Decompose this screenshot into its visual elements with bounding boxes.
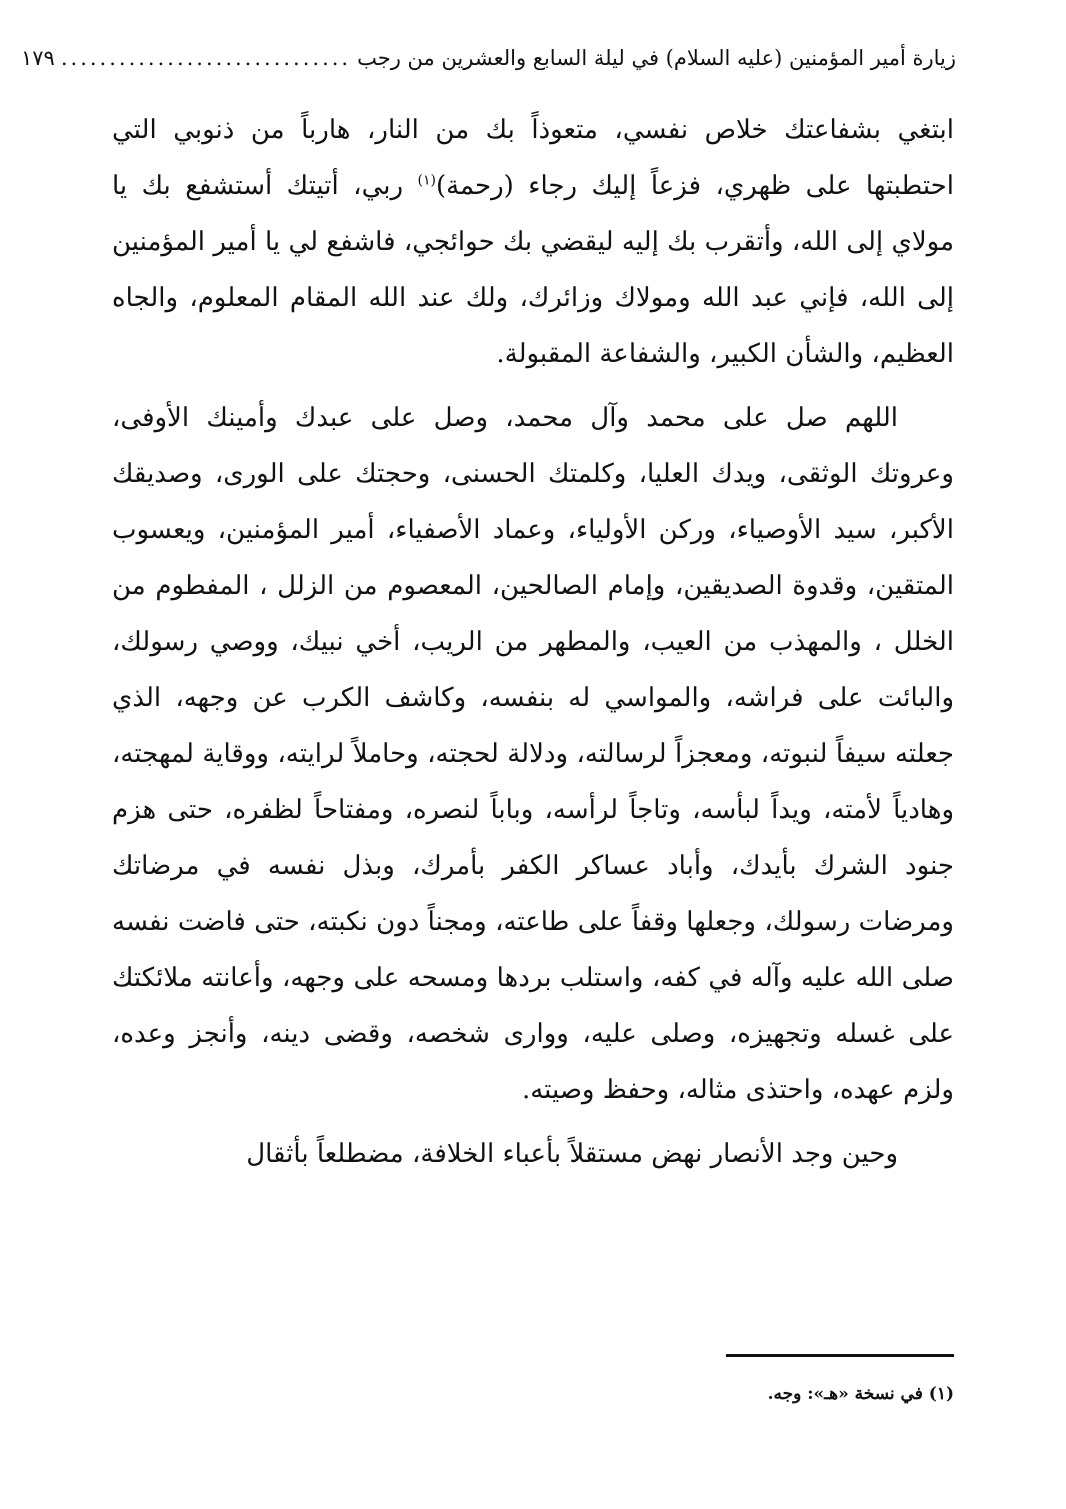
paragraph-1 [112,102,954,382]
footnote-marker[interactable]: (١) [417,172,436,189]
paragraph-2: اللهم صل على محمد وآل محمد، وصل على عبدك وأمينك الأوفى، وعروتك الوثقى، ويدك العليا، وكلمتك الحسنى، وحجتك على الورى، وصديقك الأكبر، سيد الأوصياء، وركن الأولياء، وعماد الأصفياء، أمير المؤمنين، ويعسوب المتقين، وقدوة الصديقين، وإمام الصالحين، المعصوم من الزلل ، المفطوم من الخلل ، والمهذب من العيب، والمطهر من الريب، أخي نبيك، ووصي رسولك، والبائت على فراشه، والمواسي له بنفسه، وكاشف الكرب عن وجهه، الذي جعلته سيفاً لنبوته، ومعجزاً لرسالته، ودلالة لحجته، وحاملاً لرايته، ووقاية لمهجته، وهادياً لأمته، ويداً لبأسه، وتاجاً لرأسه، وباباً لنصره، ومفتاحاً لظفره، حتى هزم جنود الشرك بأيدك، وأباد عساكر الكفر بأمرك، وبذل نفسه في مرضاتك ومرضات رسولك، وجعلها وقفاً على طاعته، ومجناً دون نكبته، حتى فاضت نفسه صلى الله عليه وآله في كفه، واستلب بردها ومسحه على وجهه، وأعانته ملائكتك على غسله وتجهيزه، وصلى عليه، ووارى شخصه، وقضى دينه، وأنجز وعده، ولزم عهده، واحتذى مثاله، وحفظ وصيته. [112,403,954,1105]
header-title: زيارة أمير المؤمنين (عليه السلام) في ليلة السابع والعشرين من رجب [357,46,956,70]
paragraph-3: وحين وجد الأنصار نهض مستقلاً بأعباء الخلافة، مضطلعاً بأثقال [246,1139,898,1169]
running-header [21,40,956,76]
page-number: ١٧٩ [21,46,55,70]
paragraph-1-text: ابتغي بشفاعتك خلاص نفسي، متعوذاً بك من النار، هارباً من ذنوبي التي احتطبتها على ظهري، فزعاً إليك رجاء (رحمة) [112,115,954,201]
paragraph-1-text-continued: ربي، أتيتك أستشفع بك يا مولاي إلى الله، وأتقرب بك إليه ليقضي بك حوائجي، فاشفع لي يا أمير المؤمنين إلى الله، فإني عبد الله ومولاك وزائرك، ولك عند الله المقام المعلوم، والجاه العظيم، والشأن الكبير، والشفاعة المقبولة. [112,171,954,369]
footnote: (١) في نسخة «هـ»: وجه. [767,1384,954,1404]
main-text [112,102,954,1182]
footnote-separator [726,1354,954,1357]
header-leader-dots: .............................. [60,46,352,70]
